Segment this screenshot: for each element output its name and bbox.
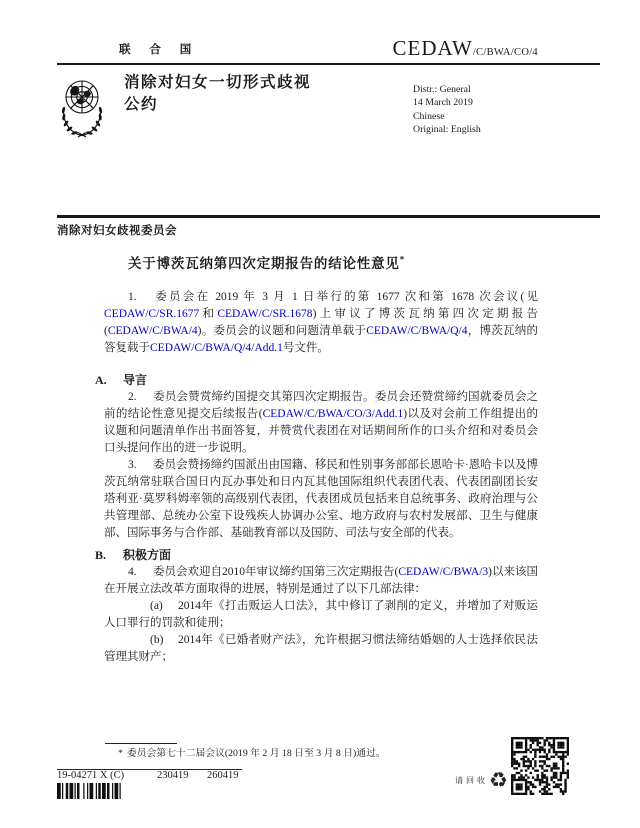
doc-symbol-link[interactable]: CEDAW/C/BWA/4 (107, 325, 198, 337)
paragraph-4 (104, 564, 538, 598)
document-body (95, 289, 539, 666)
footer-code-1: 230419 (157, 770, 189, 781)
barcode (57, 783, 173, 804)
text-segment: 委员会在 2019 年 3 月 1 日举行的第 1677 次和第 1678 次会议(见 (153, 291, 538, 303)
text-segment: 和 (199, 308, 218, 320)
footnote-text: 委员会第七十二届会议(2019 年 2 月 18 日至 3 月 8 日)通过。 (126, 748, 386, 759)
doc-symbol-link[interactable]: CEDAW/C/SR.1678 (217, 308, 313, 320)
paragraph-text: 委员会赞扬缔约国派出由国籍、移民和性别事务部部长恩哈卡·恩哈卡以及博茨瓦纳常驻联合国日内瓦办事处和日内瓦其他国际组织代表团代表、代表团副团长安塔利亚·莫罗科姆率领的高级别代表团，代表团成员包括来自总统事务、政府治理与公共管理部、总统办公室下设残疾人协调办公室、地方政府与农村发展部、卫生与健康部、国际事务与合作部、基础教育部以及国防、司法与安全部的代表。 (104, 459, 538, 539)
distr-date: 14 March 2019 (413, 97, 473, 109)
text-segment: 号文件。 (282, 342, 329, 354)
united-nations-label: 联 合 国 (119, 44, 200, 56)
paragraph-number: 4. (128, 566, 137, 578)
paragraph-3 (104, 457, 538, 542)
recycle-notice (455, 770, 508, 791)
distribution-block (413, 83, 481, 137)
subparagraph-text: 2014年《打击贩运人口法》，其中修订了剥削的定义，并增加了对贩运人口罪行的罚款和徒刑； (104, 600, 538, 629)
footer-codes (57, 770, 239, 781)
paragraph-number: 2. (128, 391, 137, 403)
doc-symbol-link[interactable]: CEDAW/C/BWA/CO/3/Add.1 (262, 408, 404, 420)
doc-symbol-link[interactable]: CEDAW/C/BWA/Q/4/Add.1 (150, 342, 283, 354)
document-symbol-suffix: /C/BWA/CO/4 (472, 47, 538, 58)
text-segment: 委员会欢迎自2010年审议缔约国第三次定期报告( (153, 566, 399, 578)
section-title: 导言 (123, 373, 148, 387)
qr-code (511, 737, 569, 800)
subparagraph-text: 2014年《已婚者财产法》，允许根据习惯法缔结婚姻的人士选择依民法管理其财产； (104, 634, 538, 663)
subparagraph-a (104, 598, 538, 632)
section-heading-b (95, 547, 538, 564)
page-title-text: 关于博茨瓦纳第四次定期报告的结论性意见 (128, 256, 400, 271)
paragraph-text (104, 566, 538, 595)
header-rule (57, 63, 600, 65)
recycle-label: 请回收 (455, 776, 488, 785)
page-title (128, 252, 405, 272)
text-segment: )以及对会前工作组提出的议题和问题清单作出书面答复，并赞赏代表团在对话期间所作的口头介绍和对委员会口头提问作出的进一步说明。 (104, 408, 538, 454)
subparagraph-letter: (b) (150, 634, 164, 646)
paragraph-text (104, 291, 538, 354)
convention-title-line2: 公约 (124, 95, 159, 113)
paragraph-number: 1. (128, 291, 137, 303)
committee-name: 消除对妇女歧视委员会 (57, 225, 177, 237)
paragraph-2 (104, 389, 538, 457)
convention-title (124, 72, 311, 115)
doc-symbol-link[interactable]: CEDAW/C/BWA/Q/4 (366, 325, 468, 337)
section-letter: B. (95, 548, 107, 562)
section-title: 积极方面 (123, 548, 172, 562)
job-number: 19-04271 X (C) (57, 770, 125, 781)
paragraph-text (104, 391, 538, 454)
distr-original: Original: English (413, 124, 481, 136)
subparagraph-letter: (a) (150, 600, 163, 612)
section-divider-rule (57, 215, 600, 218)
section-letter: A. (95, 373, 107, 387)
subparagraph-b (104, 632, 538, 666)
document-symbol (393, 36, 538, 61)
paragraph-number: 3. (128, 459, 137, 471)
section-heading-a (95, 372, 538, 389)
text-segment: )。委员会的议题和问题清单载于 (197, 325, 367, 337)
footnote-separator (105, 743, 177, 744)
text-segment: 委员会赞赏缔约国提交其第四次定期报告。委员会还赞赏缔约国就委员会之前的结论性意见提交后续报告( (104, 391, 538, 420)
text-segment: )上审议了博茨瓦纳第四次定期报告( (104, 308, 539, 337)
text-segment: ，博茨瓦纳的答复载于 (104, 325, 539, 354)
convention-title-line1: 消除对妇女一切形式歧视 (124, 74, 312, 91)
text-segment: )以来该国在开展立法改革方面取得的进展，特别是通过了以下几部法律： (104, 566, 538, 595)
distr-language: Chinese (413, 110, 445, 122)
footnote (104, 747, 528, 760)
footer-code-2: 260419 (207, 770, 239, 781)
recycle-icon: ♻ (489, 768, 508, 792)
distr-type: Distr.: General (413, 84, 471, 95)
paragraph-1 (104, 289, 538, 357)
footnote-marker: * (118, 748, 123, 759)
doc-symbol-link[interactable]: CEDAW/C/SR.1677 (104, 308, 200, 320)
document-symbol-main: CEDAW (392, 36, 473, 60)
un-emblem-icon (57, 76, 107, 143)
doc-symbol-link[interactable]: CEDAW/C/BWA/3 (398, 566, 489, 578)
title-footnote-marker: * (399, 254, 406, 265)
